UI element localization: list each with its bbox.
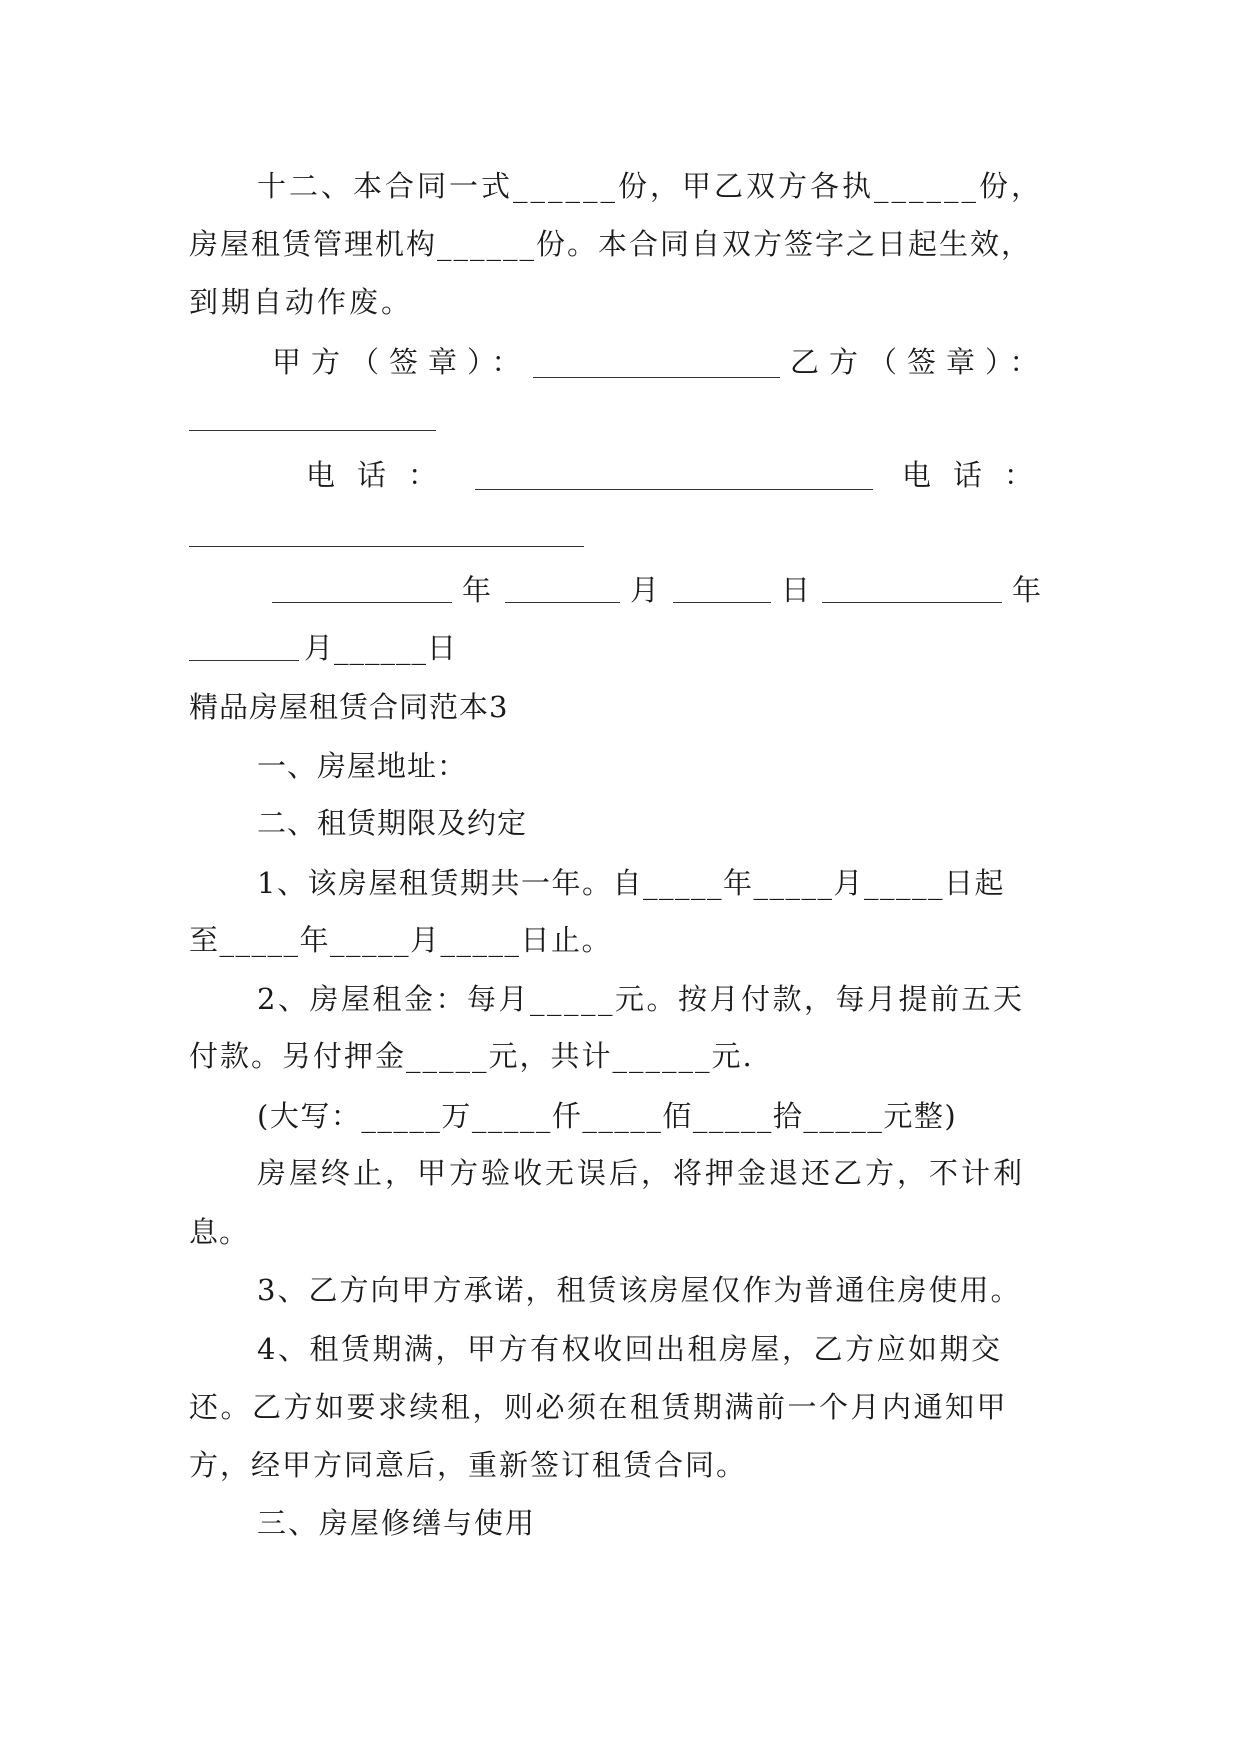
party-b-year-line [822,602,1002,603]
party-b-year-label: 年 [1012,573,1043,607]
party-a-month-label: 月 [630,573,661,607]
party-b-month-line [189,660,299,661]
party-a-signature-label: 甲方（签章）： [272,345,531,379]
party-a-day-line [673,602,771,603]
section-3-heading: 三、房屋修缮与使用 [257,1506,537,1540]
party-a-year-line [272,602,452,603]
term-line-2: 至_____年_____月_____日止。 [189,923,613,957]
party-b-phone-line [189,546,584,547]
item-3-usage: 3、乙方向甲方承诺，租赁该房屋仅作为普通住房使用。 [257,1273,1022,1307]
deposit-line-1: 房屋终止，甲方验收无误后，将押金退还乙方，不计利 [257,1156,1026,1190]
party-a-year-label: 年 [462,573,493,607]
rent-capital-amount: (大写：_____万_____仟_____佰_____拾_____元整) [257,1099,958,1133]
section-title: 精品房屋租赁合同范本3 [189,690,509,724]
party-a-signature-line [533,377,780,378]
party-b-phone-label: 电话： [902,458,1056,492]
party-a-phone-line [475,489,873,490]
item-2-term-heading: 二、租赁期限及约定 [257,806,528,840]
rent-line-2: 付款。另付押金_____元，共计______元. [189,1039,754,1073]
term-line-1: 1、该房屋租赁期共一年。自_____年_____月_____日起 [257,866,1005,900]
item-4-line-3: 方，经甲方同意后，重新签订租赁合同。 [189,1448,748,1482]
rent-line-1: 2、房屋租金：每月_____元。按月付款，每月提前五天 [257,982,1025,1016]
party-a-phone-label: 电话： [306,458,460,492]
party-b-signature-label: 乙方（签章）： [790,345,1049,379]
item-4-line-2: 还。乙方如要求续租，则必须在租赁期满前一个月内通知甲 [189,1390,1009,1424]
party-a-month-line [505,602,620,603]
clause-12-line-3: 到期自动作废。 [189,285,414,319]
item-4-line-1: 4、租赁期满，甲方有权收回出租房屋，乙方应如期交 [257,1332,1003,1366]
clause-12-line-2: 房屋租赁管理机构______份。本合同自双方签字之日起生效， [189,227,1033,261]
item-1-address: 一、房屋地址： [257,749,468,783]
party-b-signature-line [189,430,436,431]
party-a-day-label: 日 [781,573,812,607]
clause-12-line-1: 十二、本合同一式______份，甲乙双方各执______份， [257,169,1044,203]
party-b-month-day: 月______日 [304,631,458,665]
deposit-line-2: 息。 [189,1215,250,1249]
